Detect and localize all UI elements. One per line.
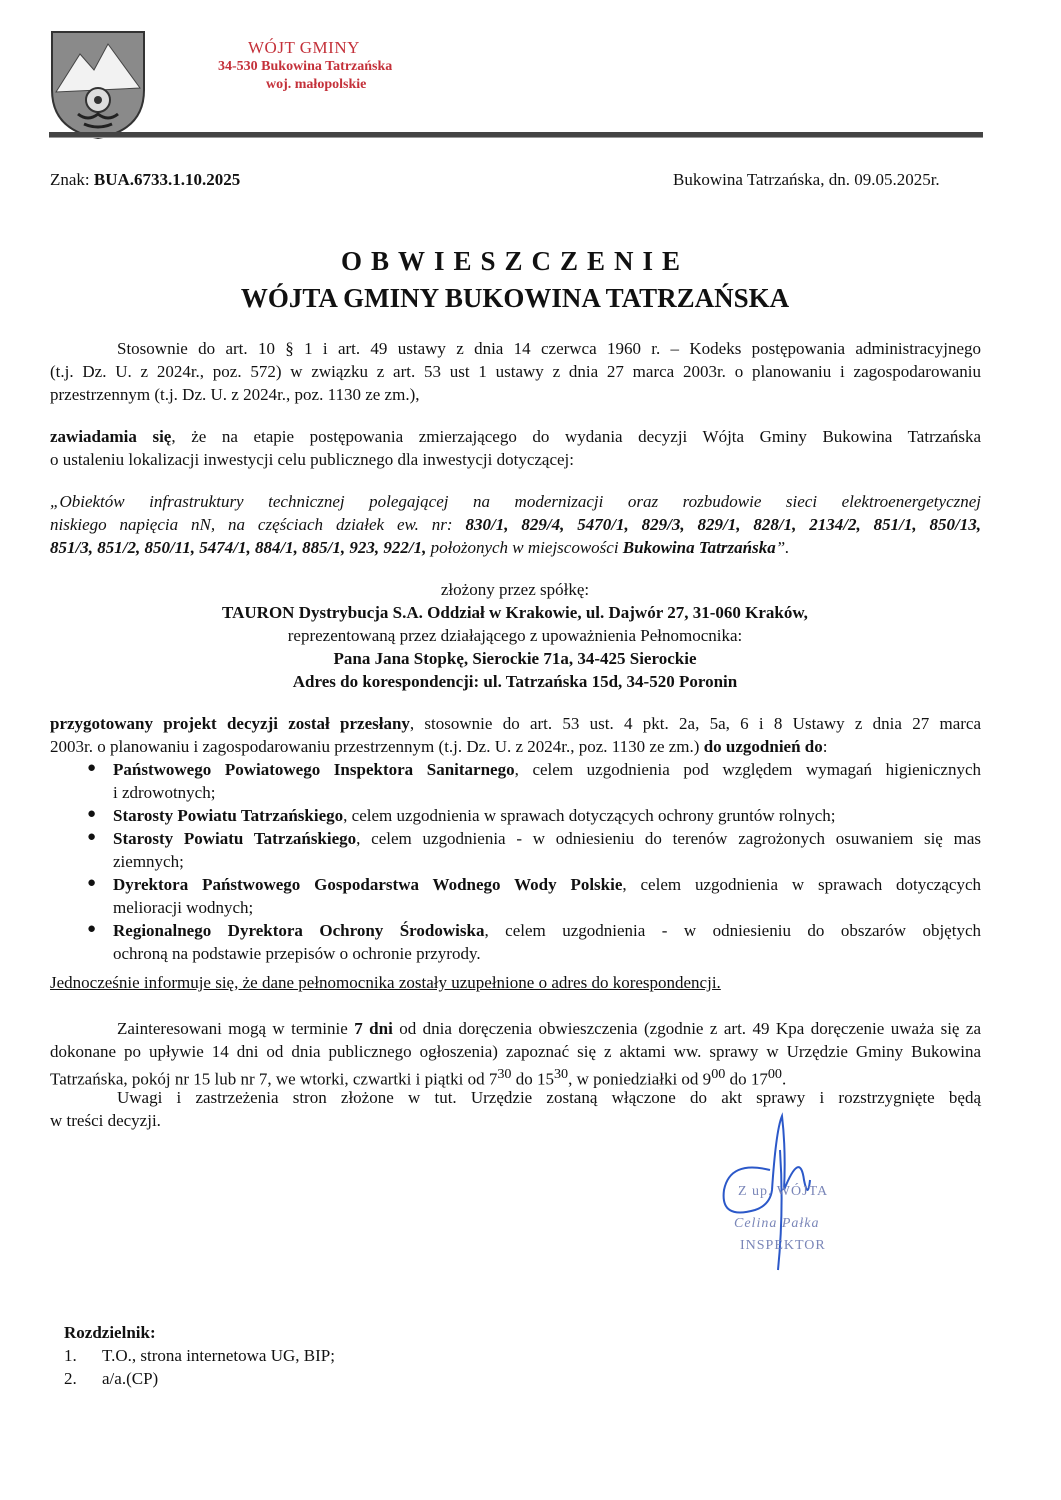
bullet-item-1-cont: i zdrowotnych; xyxy=(113,783,216,802)
investment-quote-line-3 xyxy=(50,536,789,559)
closing-text: od dnia doręczenia obwieszczenia (zgodnie z art. 49 Kpa doręczenie uważa się za xyxy=(392,1019,982,1038)
bullet-item-5-cont: ochroną na podstawie przepisów o ochronie przyrody. xyxy=(113,944,481,963)
bullet-text: , celem uzgodnienia pod względem wymagań higienicznych xyxy=(514,760,981,779)
deadline-days: 7 dni xyxy=(354,1019,393,1038)
bullet-item-5 xyxy=(113,919,981,942)
hours-text: do 15 xyxy=(511,1069,554,1089)
applicant-correspondence-address: Adres do korespondencji: ul. Tatrzańska 15d, 34-520 Poronin xyxy=(292,672,738,691)
distribution-number: 2. xyxy=(64,1369,77,1388)
place-and-date: Bukowina Tatrzańska, dn. 09.05.2025r. xyxy=(673,170,940,189)
project-line-2 xyxy=(50,735,827,758)
signature-stamp-name: Celina Pałka xyxy=(734,1216,820,1231)
signature-stamp-title: INSPEKTOR xyxy=(740,1238,826,1253)
bullet-dot: ● xyxy=(87,829,97,845)
closing-text: Zainteresowani mogą w terminie xyxy=(117,1019,355,1038)
bullet-item-4-cont: melioracji wodnych; xyxy=(113,898,254,917)
hours-text: Tatrzańska, pokój nr 15 lub nr 7, we wtorki, czwartki i piątki od 7 xyxy=(50,1069,498,1089)
bullet-dot: ● xyxy=(87,760,97,776)
distribution-item xyxy=(64,1367,158,1390)
quote-close: ”. xyxy=(775,538,790,557)
bullet-dot: ● xyxy=(87,875,97,891)
project-line-1-text: , stosownie do art. 53 ust. 4 pkt. 2a, 5a, 6 i 8 Ustawy z dnia 27 marca xyxy=(409,714,982,733)
closing-line-4: Uwagi i zastrzeżenia stron złożone w tut. Urzędzie zostaną włączone do akt sprawy i rozstrzygnięte będą xyxy=(117,1088,981,1107)
project-bold-2: do uzgodnień do xyxy=(703,737,823,756)
underlined-note xyxy=(50,971,721,994)
bullet-bold: Starosty Powiatu Tatrzańskiego xyxy=(113,829,357,848)
investment-quote-line-1: „Obiektów infrastruktury technicznej polegającej na modernizacji oraz rozbudowie sieci elektroenergetycznej xyxy=(50,492,981,511)
underlined-note-text: Jednocześnie informuje się, że dane pełnomocnika zostały uzupełnione o adres do korespondencji. xyxy=(50,973,721,992)
distribution-number: 1. xyxy=(64,1346,77,1365)
applicant-intro: złożony przez spółkę: xyxy=(440,580,590,599)
distribution-item xyxy=(64,1344,335,1367)
bullet-text: , celem uzgodnienia - w odniesieniu do terenów zagrożonych osuwaniem się mas xyxy=(356,829,981,848)
case-reference xyxy=(50,168,240,191)
quote-text: niskiego napięcia nN, na częściach działek ew. nr: xyxy=(50,515,466,534)
intro-line-2: (t.j. Dz. U. z 2024r., poz. 572) w związku z art. 53 ust 1 ustawy z dnia 27 marca 2003r. o planowaniu i zagospodarowaniu xyxy=(50,362,981,381)
parcel-numbers-cont: 851/3, 851/2, 850/11, 5474/1, 884/1, 885/1, 923, 922/1, xyxy=(50,538,427,557)
notice-line-2: o ustaleniu lokalizacji inwestycji celu publicznego dla inwestycji dotyczącej: xyxy=(50,450,574,469)
applicant-representation: reprezentowaną przez działającego z upoważnienia Pełnomocnika: xyxy=(287,626,743,645)
stamp-line-address: 34-530 Bukowina Tatrzańska xyxy=(218,59,393,74)
closing-line-2: dokonane po upływie 14 dni od dnia publicznego ogłoszenia) zapoznać się z aktami ww. sprawy w Urzędzie Gminy Bukowina xyxy=(50,1042,981,1061)
stamp-line-voivodeship: woj. małopolskie xyxy=(266,77,367,92)
document-title: OBWIESZCZENIE xyxy=(340,246,690,276)
distribution-text: T.O., strona internetowa UG, BIP; xyxy=(102,1346,335,1365)
quote-text-cont: położonych w miejscowości xyxy=(426,538,623,557)
signature-stamp-line-1: Z up. WÓJTA xyxy=(738,1184,829,1199)
case-reference-label: Znak: xyxy=(50,170,90,189)
project-colon: : xyxy=(822,737,828,756)
project-bold: przygotowany projekt decyzji został przesłany xyxy=(50,714,410,733)
intro-line-3: przestrzennym (t.j. Dz. U. z 2024r., poz. 1130 ze zm.), xyxy=(50,385,420,404)
distribution-title: Rozdzielnik: xyxy=(64,1323,156,1342)
hours-sup: 00 xyxy=(711,1066,726,1082)
bullet-item-3-cont: ziemnych; xyxy=(113,852,184,871)
bullet-dot: ● xyxy=(87,921,97,937)
applicant-representative: Pana Jana Stopkę, Sierockie 71a, 34-425 Sierockie xyxy=(333,649,697,668)
bullet-bold: Regionalnego Dyrektora Ochrony Środowiska xyxy=(113,921,485,940)
bullet-item-4 xyxy=(113,873,981,896)
bullet-item-1 xyxy=(113,758,981,781)
intro-line-1: Stosownie do art. 10 § 1 i art. 49 ustawy z dnia 14 czerwca 1960 r. – Kodeks postępowania administracyjnego xyxy=(117,339,981,358)
header-divider xyxy=(49,132,983,138)
hours-sup: 00 xyxy=(767,1066,782,1082)
hours-text: . xyxy=(782,1069,787,1089)
hours-text: do 17 xyxy=(725,1069,768,1089)
closing-line-1 xyxy=(117,1017,981,1040)
stamp-line-wojt: WÓJT GMINY xyxy=(248,38,360,57)
bullet-text: , celem uzgodnienia w sprawach dotyczących ochrony gruntów rolnych; xyxy=(343,806,836,825)
bullet-item-3 xyxy=(113,827,981,850)
project-line-1 xyxy=(50,712,981,735)
gmina-coat-of-arms-logo xyxy=(50,30,146,140)
distribution-text: a/a.(CP) xyxy=(102,1369,159,1388)
hours-text: , w poniedziałki od 9 xyxy=(568,1069,712,1089)
locality-name: Bukowina Tatrzańska xyxy=(622,538,776,557)
bullet-bold: Dyrektora Państwowego Gospodarstwa Wodnego Wody Polskie xyxy=(113,875,623,894)
closing-line-5: w treści decyzji. xyxy=(50,1111,161,1130)
bullet-bold: Państwowego Powiatowego Inspektora Sanitarnego xyxy=(113,760,515,779)
bullet-bold: Starosty Powiatu Tatrzańskiego xyxy=(113,806,344,825)
bullet-text: , celem uzgodnienia w sprawach dotyczących xyxy=(622,875,981,894)
hours-sup: 30 xyxy=(553,1066,569,1082)
bullet-dot: ● xyxy=(87,806,97,822)
case-reference-value: BUA.6733.1.10.2025 xyxy=(93,170,241,189)
document-subtitle: WÓJTA GMINY BUKOWINA TATRZAŃSKA xyxy=(240,283,790,313)
notice-bold: zawiadamia się xyxy=(50,427,172,446)
hours-sup: 30 xyxy=(497,1066,512,1082)
notice-line-1 xyxy=(50,425,981,448)
bullet-item-2 xyxy=(113,804,836,827)
parcel-numbers: 830/1, 829/4, 5470/1, 829/3, 829/1, 828/1, 2134/2, 851/1, 850/13, xyxy=(465,515,982,534)
notice-line-1-text: , że na etapie postępowania zmierzającego do wydania decyzji Wójta Gminy Bukowina Tatrzańska xyxy=(171,427,981,446)
project-line-2-text: 2003r. o planowaniu i zagospodarowaniu przestrzennym (t.j. Dz. U. z 2024r., poz. 1130 ze zm.) xyxy=(50,737,704,756)
applicant-company: TAURON Dystrybucja S.A. Oddział w Krakowie, ul. Dajwór 27, 31-060 Kraków, xyxy=(222,603,808,622)
investment-quote-line-2 xyxy=(50,513,981,536)
bullet-text: , celem uzgodnienia - w odniesieniu do obszarów objętych xyxy=(484,921,981,940)
